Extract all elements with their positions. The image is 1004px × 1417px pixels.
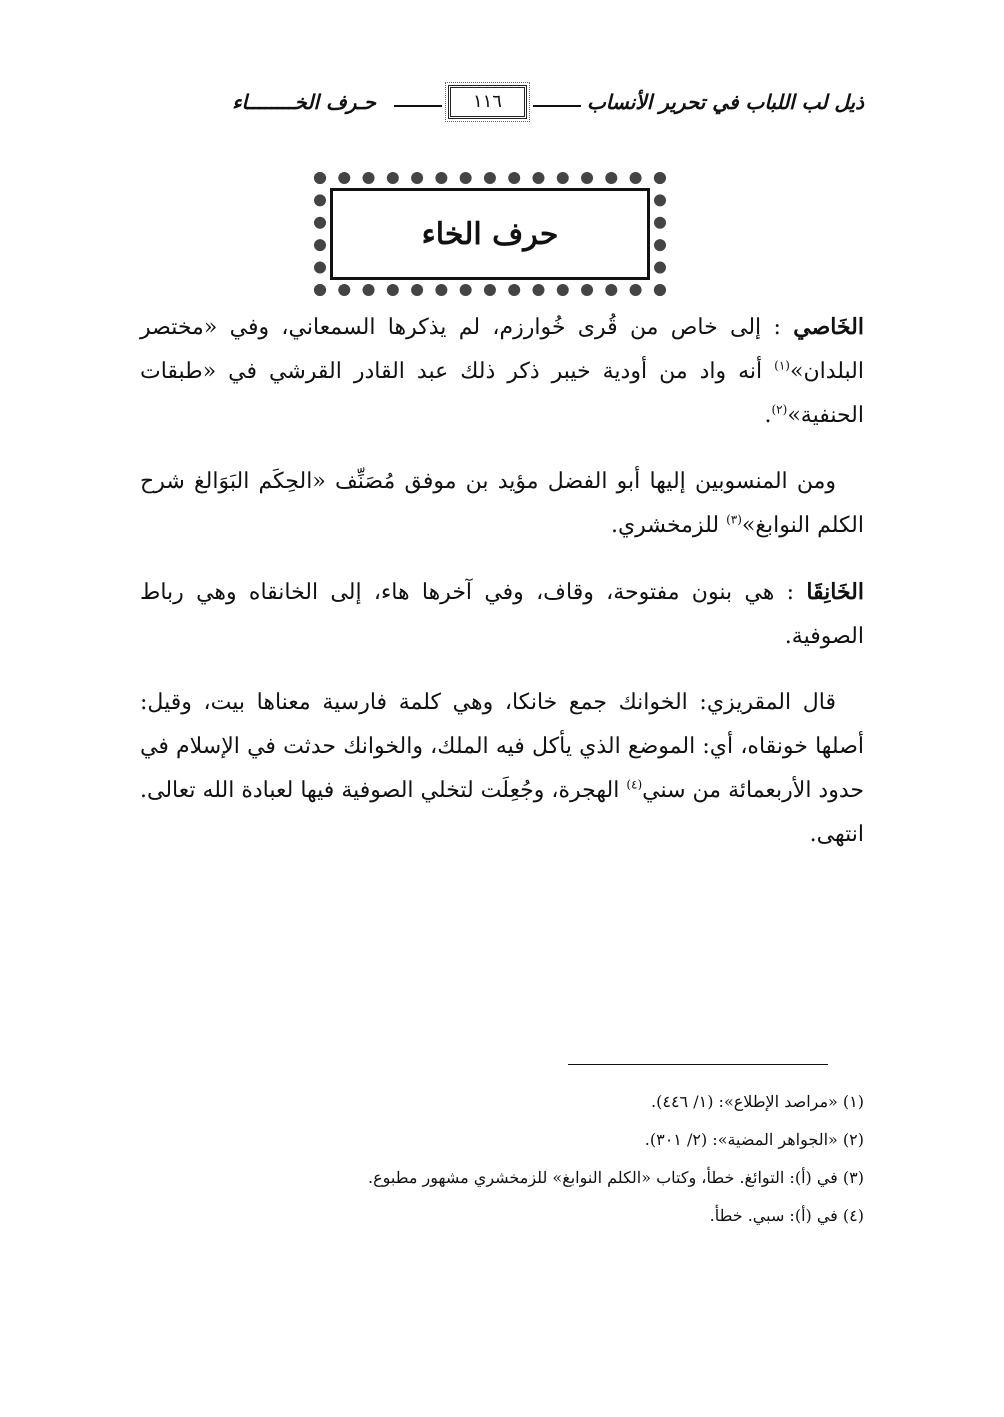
entry-term: الخَانِقَا [806, 579, 864, 605]
entry-paragraph [140, 681, 864, 857]
entry-text: أنه واد من أودية خيبر ذكر ذلك عبد القادر القرشي في «طبقات الحنفية» [140, 359, 864, 428]
footnotes [140, 1084, 864, 1236]
running-head-rule [533, 105, 581, 107]
footnote: (٣) في (أ): التوائغ. خطأ، وكتاب «الكلم النوابغ» للزمخشري مشهور مطبوع. [368, 1168, 864, 1187]
entry-text: : هي بنون مفتوحة، وقاف، وفي آخرها هاء، إلى الخانقاه وهي رباط الصوفية. [140, 580, 864, 649]
entry-paragraph [140, 305, 864, 438]
footnote-separator [568, 1064, 828, 1065]
entry-paragraph [140, 570, 864, 659]
section-title: حـرف الخــــــــاء [232, 90, 376, 114]
chapter-title-frame [314, 172, 666, 296]
footnote: (١) «مراصد الإطلاع»: (١/ ٤٤٦). [651, 1092, 864, 1111]
book-title: ذيل لب اللباب في تحرير الأنساب [586, 90, 864, 114]
chapter-title: حرف الخاء [330, 188, 650, 280]
running-head [140, 82, 864, 122]
footnote-reference[interactable]: (٣) [726, 512, 742, 527]
running-head-rule [394, 105, 442, 107]
entry-text: : إلى خاص من قُرى خُوارزم، لم يذكرها السمعاني، وفي «مختصر البلدان» [140, 315, 864, 384]
entry-text: ومن المنسوبين إليها أبو الفضل مؤيد بن موفق مُصَنِّف «الحِكَم البَوَالغ شرح الكلم النوابغ» [140, 469, 864, 538]
footnote: (٢) «الجواهر المضية»: (٢/ ٣٠١). [644, 1130, 864, 1149]
page-number: ١١٦ [448, 85, 527, 119]
entry-paragraph [140, 460, 864, 548]
entry-text: الهجرة، وجُعِلَت لتخلي الصوفية فيها لعبادة الله تعالى. انتهى. [140, 778, 864, 847]
entry-term: الخَاصي [793, 314, 864, 340]
entry-text: . [764, 403, 772, 428]
main-text [140, 305, 864, 879]
footnote-reference[interactable]: (١) [774, 358, 790, 373]
footnote-reference[interactable]: (٢) [771, 402, 788, 417]
footnote-reference[interactable]: (٤) [626, 777, 643, 792]
entry-text: للزمخشري. [610, 513, 727, 538]
entry-text: قال المقريزي: الخوانك جمع خانكا، وهي كلمة فارسية معناها بيت، وقيل: أصلها خونقاه، أي: الموضع الذي يأكل فيه الملك، والخوانك حدثت في الإسلام في حدود الأربعمائة من سني [140, 690, 864, 803]
footnote: (٤) في (أ): سبي. خطأ. [709, 1206, 864, 1225]
